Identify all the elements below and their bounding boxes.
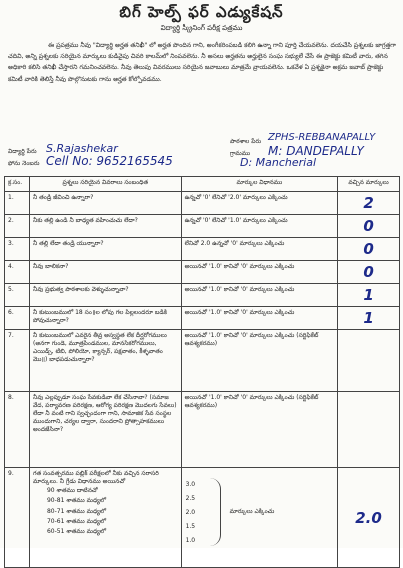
form-title: బిగ్ హెల్ప్ ఫర్ ఎడ్యుకేషన్ [119, 3, 284, 21]
row-no: 8. [5, 392, 30, 468]
brace-icon [210, 478, 221, 546]
row-score[interactable]: 2 [363, 194, 374, 212]
header-question: ప్రశ్నలు సరియైన వివరాలు సంబంధిత [29, 177, 181, 192]
screening-table [4, 176, 400, 568]
scale-item: 1.0 [185, 537, 196, 544]
row-no: 1. [5, 192, 30, 215]
form-subtitle: విద్యార్థి స్క్రీనింగ్ పరీక్ష పత్రము [160, 24, 243, 32]
scale-item: 1.5 [185, 523, 196, 530]
row-criteria: అయినచో '1.0' కానిచో '0' మార్కులు ఎక్కించు [181, 261, 338, 284]
row-score[interactable]: 1 [363, 309, 374, 327]
row-criteria: అయినచో '1.0' కానిచో '0' మార్కులు ఎక్కించు [181, 307, 338, 330]
village-label: గ్రామము [230, 150, 251, 157]
row-no: 5. [5, 284, 30, 307]
phone-field [8, 154, 173, 168]
row-criteria: అయినచో '1.0' కానిచో '0' మార్కులు ఎక్కించు [181, 284, 338, 307]
row-criteria: ఉన్నచో '0' లేనిచో '2.0' మార్కులు ఎక్కించు [181, 192, 338, 215]
scale-item: 2.5 [185, 495, 196, 502]
marks-note: మార్కులు ఎక్కించు [229, 508, 275, 515]
header-score: వచ్చిన మార్కులు [338, 177, 400, 192]
row-criteria: అయినచో '1.0' కానిచో '0' మార్కులు ఎక్కించు (సర్టిఫికేట్ ఆవశ్యకరము) [181, 392, 338, 468]
table-row [5, 261, 400, 284]
row-score[interactable]: 2.0 [355, 508, 382, 527]
scale-item: 2.0 [185, 509, 196, 516]
scale-item: 3.0 [185, 481, 196, 488]
pct-item: 90 శాతము దాటినచో [46, 487, 98, 494]
row-question: నీ కుటుంబములో 18 సం॥ల లోపు గల పిల్లలందరూ బడికి పోవుచున్నారా? [29, 307, 181, 330]
table-row [5, 284, 400, 307]
school-label: పాఠశాల పేరు [230, 138, 262, 145]
header-sno: క్ర.సం. [5, 177, 30, 192]
row-no: 9. [5, 468, 30, 568]
row-question: నీకు తల్లి ఉండి నీ బాధ్యత వహించుచు లేదా? [29, 215, 181, 238]
row-criteria: లేనిచో 2.0 ఉన్నచో '0' మార్కులు ఎక్కించు [181, 238, 338, 261]
pct-item: 60-51 శాతము మధ్యలో [46, 528, 107, 536]
table-header-row [5, 177, 400, 192]
row-question: నీవు ఎల్లప్పుడూ సంఘ సేవకుడివా లేక చేసినావా? (సమాజ వేద, పర్యావరణ పరిరక్షణ, ఆరోగ్య పరిరక్షణ మొదలగు సేవలు) లేదా నీ వంటి గాని స్వచ్ఛందంగా గాని, సామాజిక సేవ సంస్థల ముందుగాని, చర్యల ద్వారా, సుందరాని ప్రోత్సాహకములు అందజేసినా? [29, 392, 181, 468]
table-row [5, 307, 400, 330]
pct-item: 80-71 శాతము మధ్యలో [46, 507, 107, 515]
row-question: నీ తల్లి లేదా తండ్రి యున్నారా? [29, 238, 181, 261]
school-field [230, 132, 376, 146]
phone-label: ఫోను నెంబరు [8, 160, 40, 167]
pct-item: 70-61 శాతము మధ్యలో [46, 517, 107, 525]
village-value: M: DANDEPALLY [268, 144, 364, 158]
row-question-text: గత సంవత్సరము పబ్లిక్ పరీక్షలలో నీకు వచ్చిన సరాసరి మార్కులు. నీ గ్రేడు విధానము అయినచో [32, 470, 159, 485]
row-question: నీవు బాలికనా? [29, 261, 181, 284]
student-name-value: S.Rajashekar [46, 142, 118, 155]
district-value: D: Mancherial [240, 156, 317, 169]
table-row [5, 330, 400, 392]
student-name-label: విద్యార్థి పేరు [8, 148, 37, 155]
row-question: నీవు ప్రభుత్వ పాఠశాలకు వెళ్ళుచున్నావా? [29, 284, 181, 307]
row-score[interactable]: 1 [363, 286, 374, 304]
row-score[interactable]: 0 [363, 263, 374, 281]
row-no: 6. [5, 307, 30, 330]
row-no: 7. [5, 330, 30, 392]
marks-scale [186, 478, 196, 548]
percentage-list [33, 486, 178, 537]
row-score[interactable]: 0 [363, 217, 374, 235]
row-criteria [181, 468, 338, 568]
school-value: ZPHS-REBBANAPALLY [268, 132, 376, 143]
table-row [5, 192, 400, 215]
student-name-field [8, 142, 118, 156]
row-question: నీ తండ్రి జీవించి ఉన్నారా? [29, 192, 181, 215]
row-criteria: ఉన్నచో '0' లేనిచో '1.0' మార్కులు ఎక్కించు [181, 215, 338, 238]
row-no: 4. [5, 261, 30, 284]
table-row [5, 238, 400, 261]
instructions-paragraph: ఈ ప్రపత్రము నీవు "విద్యార్థి అర్హత తనిఖీ" లో అర్హత పొందిన గాని, అంగీకరింపబడి కలిగి ఉన్నా గాని పూర్తి చేయవలెను. దయచేసి ప్రశ్నలకు జాగ్రత్తగా చదివి, అన్ని ప్రశ్నలకు సరియైన మార్కులు కుడివైపు చివరి కాలమ్‌లో నింపవలెను. నీ అసలు అర్హతను అర్హులైన సంఘ సభ్యులే చేసే ఈ ప్రాజెక్టు కమిటీ వారు, తగిన అధికారి కలిసి తనిఖీ చేస్తారని గమనించవలెను. నీవు తెలుపు వివరములు సరియైన జవాబులు మాత్రమే వ్రాయవలెను. ఒకవేళ ఏ ప్రశ్నకైనా అక్రమ జవాబ్ ప్రాజెక్టు కమిటీ వారికి తెలిస్తే నీవు పొల్గొనుటకు గాను అర్హత కోల్పోవడము. [8, 42, 397, 83]
row-no: 3. [5, 238, 30, 261]
row-criteria: అయినచో '1.0' కానిచో '0' మార్కులు ఎక్కించు (సర్టిఫికేట్ ఆవశ్యకరము) [181, 330, 338, 392]
row-score[interactable]: 0 [363, 240, 374, 258]
table-row [5, 468, 400, 568]
table-row [5, 215, 400, 238]
header-criteria: మార్కుల విధానము [181, 177, 338, 192]
row-question [29, 468, 181, 568]
phone-value: Cell No: 9652165545 [46, 154, 173, 168]
row-no: 2. [5, 215, 30, 238]
table-row [5, 392, 400, 468]
row-question: నీ కుటుంబములో ఎవరైన తీవ్ర అస్వస్థత లేక దీర్ఘరోగములు (అనగా గుండె, మూత్రపిండముల, మానసికరోగములు, ఎయిడ్స్, టిబి, పోలియో, క్యాన్సర్, పక్షవాతం, కీళ్ళవాతం మొ॥) బాధపడుచున్నారా? [29, 330, 181, 392]
pct-item: 90-81 శాతము మధ్యలో [46, 497, 107, 505]
